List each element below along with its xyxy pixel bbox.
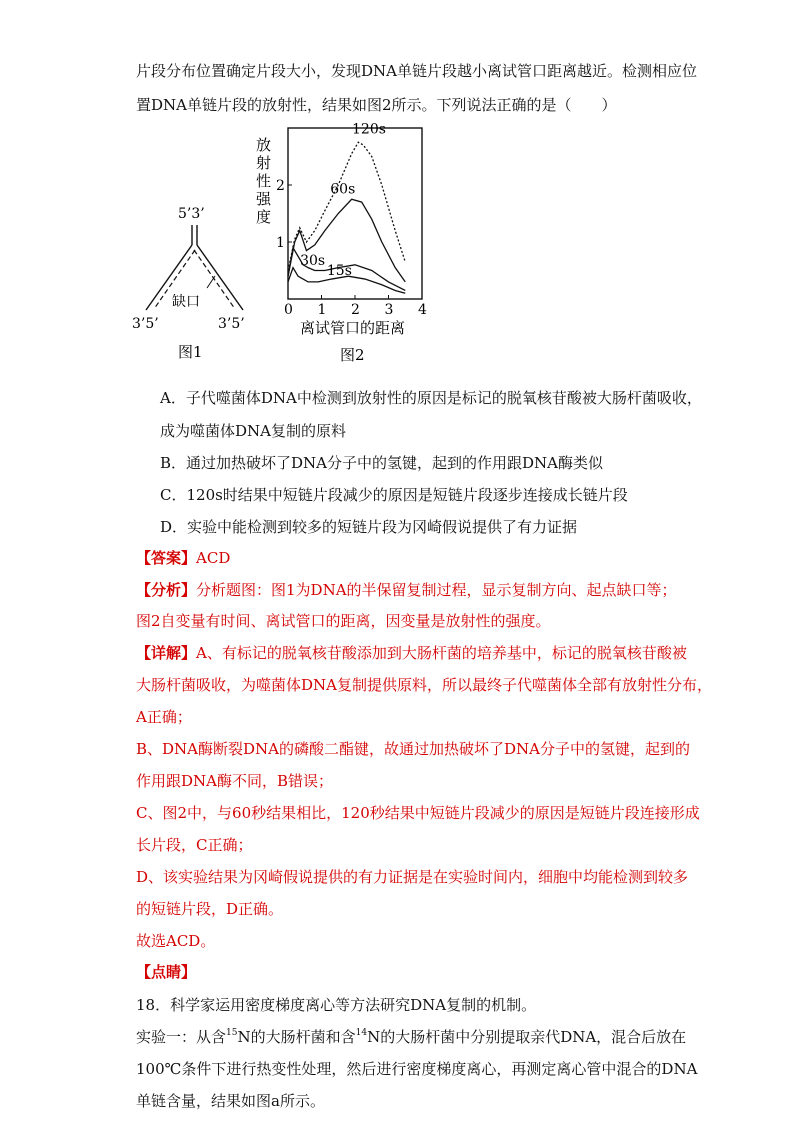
y-tick-label: 2 (276, 178, 285, 194)
figure-2-chart (248, 120, 438, 365)
detail-tag: 【详解】 (136, 644, 197, 662)
y-tick-label: 1 (276, 235, 285, 251)
q18-post: N的大肠杆菌中分别提取亲代DNA，混合后放在 (367, 1028, 687, 1046)
answer-tag: 【答案】 (136, 549, 197, 567)
series-label-30s: 30s (300, 252, 326, 269)
detail-a-1: A、有标记的脱氧核苷酸添加到大肠杆菌的培养基中，标记的脱氧核苷酸被 (196, 644, 687, 662)
option-d: D．实验中能检测到较多的短链片段为冈崎假说提供了有力证据 (160, 518, 578, 536)
x-tick-label: 2 (351, 302, 360, 318)
q18-line-1: 18．科学家运用密度梯度离心等方法研究DNA复制的机制。 (136, 996, 537, 1014)
analysis-line-1 (136, 580, 677, 600)
q18-sup-15: 15 (226, 1028, 238, 1038)
q18-line-4: 单链含量，结果如图a所示。 (136, 1092, 325, 1110)
plot-frame (288, 128, 422, 299)
y-axis-label (256, 136, 272, 226)
ylabel-char-4: 度 (256, 208, 272, 226)
detail-line-1 (136, 643, 687, 663)
intro-line-2: 置DNA单链片段的放射性，结果如图2所示。下列说法正确的是（ ） (136, 96, 617, 114)
fig1-label-gap: 缺口 (172, 294, 200, 310)
ylabel-char-0: 放 (256, 136, 272, 154)
q18-exp-pre: 实验一：从含 (136, 1028, 227, 1046)
option-b: B．通过加热破坏了DNA分子中的氢键，起到的作用跟DNA酶类似 (160, 454, 603, 472)
analysis-text-1: 分析题图：图1为DNA的半保留复制过程，显示复制方向、起点缺口等； (196, 581, 677, 599)
series-label-120s: 120s (352, 121, 386, 138)
x-tick-label: 3 (384, 302, 394, 318)
ylabel-char-1: 射 (256, 154, 272, 172)
detail-b-2: 作用跟DNA酶不同，B错误； (136, 772, 334, 790)
detail-conclusion: 故选ACD。 (136, 932, 216, 950)
answer-line (136, 548, 230, 568)
fig1-label-left: 3’5’ (132, 316, 159, 332)
detail-d-1: D、该实验结果为冈崎假说提供的有力证据是在实验时间内，细胞中均能检测到较多 (136, 868, 689, 886)
x-tick-label: 1 (317, 302, 327, 318)
fig1-label-right: 3’5’ (218, 316, 245, 332)
q18-line-2 (136, 1027, 686, 1047)
ylabel-char-2: 性 (256, 172, 272, 190)
intro-line-1: 片段分布位置确定片段大小，发现DNA单链片段越小离试管口距离越近。检测相应位 (136, 62, 697, 80)
option-a-line-2: 成为噬菌体DNA复制的原料 (160, 422, 346, 440)
analysis-tag: 【分析】 (136, 581, 197, 599)
detail-c-1: C、图2中，与60秒结果相比，120秒结果中短链片段减少的原因是短链片段连接形成 (136, 804, 700, 822)
detail-b-1: B、DNA酶断裂DNA的磷酸二酯键，故通过加热破坏了DNA分子中的氢键，起到的 (136, 740, 690, 758)
option-a-line-1: A．子代噬菌体DNA中检测到放射性的原因是标记的脱氧核苷酸被大肠杆菌吸收， (160, 389, 702, 407)
answer-value: ACD (196, 549, 231, 567)
detail-d-2: 的短链片段，D正确。 (136, 900, 284, 918)
fig1-label-top: 5’3’ (178, 206, 205, 222)
detail-a-3: A正确； (136, 708, 192, 726)
fig1-caption: 图1 (178, 343, 203, 361)
detail-a-2: 大肠杆菌吸收，为噬菌体DNA复制提供原料，所以最终子代噬菌体全部有放射性分布， (136, 676, 712, 694)
fig2-caption: 图2 (340, 346, 365, 364)
analysis-line-2: 图2自变量有时间、离试管口的距离，因变量是放射性的强度。 (136, 612, 551, 630)
series-line-120s (288, 142, 405, 270)
x-tick-label: 0 (284, 302, 293, 318)
tip-tag: 【点睛】 (136, 963, 197, 981)
detail-c-2: 长片段，C正确； (136, 836, 253, 854)
option-c: C．120s时结果中短链片段减少的原因是短链片段逐步连接成长链片段 (160, 486, 628, 504)
q18-sup-14: 14 (355, 1028, 368, 1038)
q18-line-3: 100℃条件下进行热变性处理，然后进行密度梯度离心，再测定离心管中混合的DNA (136, 1060, 698, 1078)
q18-mid: N的大肠杆菌和含 (237, 1028, 356, 1046)
series-label-60s: 60s (330, 181, 356, 198)
x-axis-label: 离试管口的距离 (300, 319, 406, 337)
series-label-15s: 15s (326, 263, 352, 280)
x-tick-label: 4 (418, 302, 427, 318)
ylabel-char-3: 强 (256, 190, 272, 208)
series-group (288, 122, 405, 294)
